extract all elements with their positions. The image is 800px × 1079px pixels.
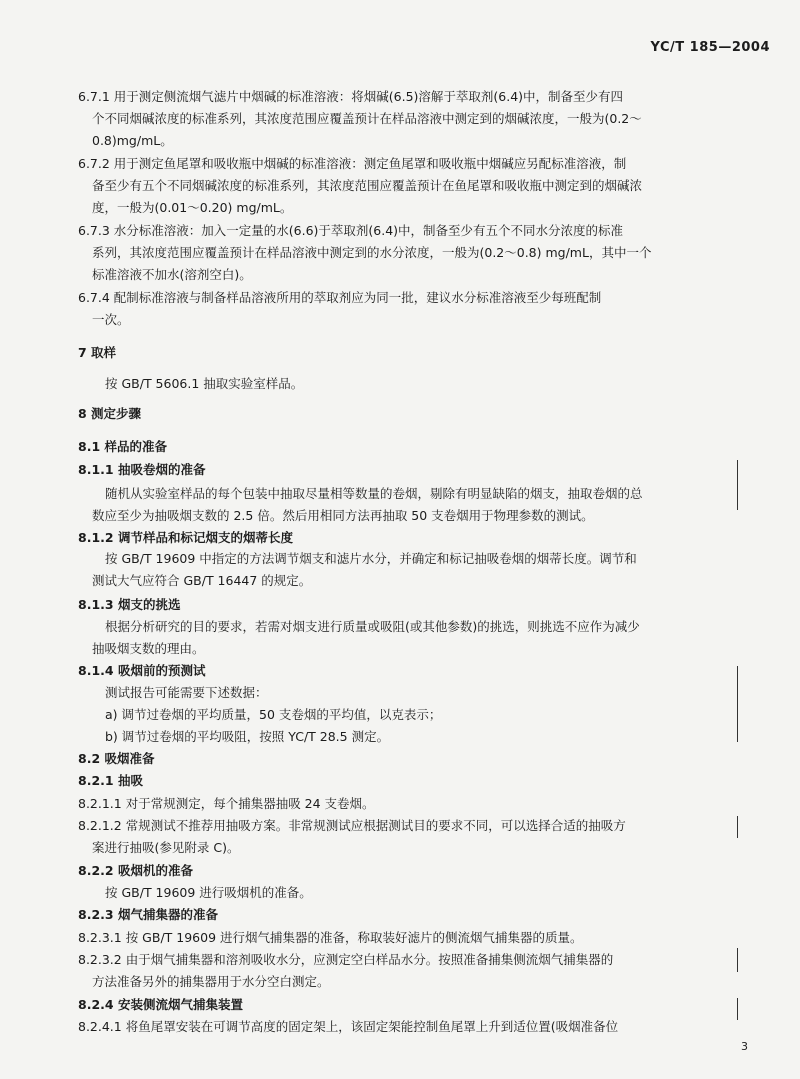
para-6-7-2-line1: 6.7.2 用于测定鱼尾罩和吸收瓶中烟碱的标准溶液：测定鱼尾罩和吸收瓶中烟碱应另配标准溶液，制 bbox=[78, 156, 627, 171]
page-number: 3 bbox=[741, 1040, 748, 1053]
para-8-2-3-2-line1: 8.2.3.2 由于烟气捕集器和溶剂吸收水分，应测定空白样品水分。按照准备捕集侧流烟气捕集器的 bbox=[78, 952, 614, 967]
para-8-1-3-line1: 根据分析研究的目的要求，若需对烟支进行质量或吸阻(或其他参数)的挑选，则挑选不应作为减少 bbox=[105, 619, 640, 634]
para-6-7-2-line3: 度，一般为(0.01～0.20) mg/mL。 bbox=[92, 200, 293, 215]
para-6-7-3-line3: 标准溶液不加水(溶剂空白)。 bbox=[92, 267, 252, 282]
heading-8-1-2: 8.1.2 调节样品和标记烟支的烟蒂长度 bbox=[78, 530, 293, 545]
para-8-1-3-line2: 抽吸烟支数的理由。 bbox=[92, 641, 205, 656]
section-8-heading: 8 测定步骤 bbox=[78, 406, 142, 421]
para-6-7-4-line2: 一次。 bbox=[92, 312, 130, 327]
para-8-1-1-line1: 随机从实验室样品的每个包装中抽取尽量相等数量的卷烟，剔除有明显缺陷的烟支，抽取卷烟的总 bbox=[105, 486, 643, 501]
list-item-b: b) 调节过卷烟的平均吸阻，按照 YC/T 28.5 测定。 bbox=[105, 729, 390, 744]
para-6-7-2-line2: 备至少有五个不同烟碱浓度的标准系列，其浓度范围应覆盖预计在鱼尾罩和吸收瓶中测定到的烟碱浓 bbox=[92, 178, 643, 193]
heading-8-1: 8.1 样品的准备 bbox=[78, 439, 167, 454]
list-item-a: a) 调节过卷烟的平均质量，50 支卷烟的平均值，以克表示； bbox=[105, 707, 442, 722]
change-bar bbox=[737, 460, 738, 510]
heading-8-2-3: 8.2.3 烟气捕集器的准备 bbox=[78, 907, 218, 922]
heading-8-1-1: 8.1.1 抽吸卷烟的准备 bbox=[78, 462, 206, 477]
heading-8-2-1: 8.2.1 抽吸 bbox=[78, 773, 143, 788]
heading-8-1-3: 8.1.3 烟支的挑选 bbox=[78, 597, 181, 612]
para-6-7-4-line1: 6.7.4 配制标准溶液与制备样品溶液所用的萃取剂应为同一批，建议水分标准溶液至少每班配制 bbox=[78, 290, 602, 305]
para-8-2-3-2-line2: 方法准备另外的捕集器用于水分空白测定。 bbox=[92, 974, 330, 989]
change-bar bbox=[737, 666, 738, 742]
standard-header: YC/T 185—2004 bbox=[650, 40, 770, 55]
para-8-2-4-1-line1: 8.2.4.1 将鱼尾罩安装在可调节高度的固定架上，该固定架能控制鱼尾罩上升到适位置(吸烟准备位 bbox=[78, 1019, 619, 1034]
para-8-2-3-1: 8.2.3.1 按 GB/T 19609 进行烟气捕集器的准备，称取装好滤片的侧流烟气捕集器的质量。 bbox=[78, 930, 583, 945]
heading-8-2: 8.2 吸烟准备 bbox=[78, 751, 155, 766]
para-8-1-2-line2: 测试大气应符合 GB/T 16447 的规定。 bbox=[92, 573, 312, 588]
para-6-7-1-line1: 6.7.1 用于测定侧流烟气滤片中烟碱的标准溶液：将烟碱(6.5)溶解于萃取剂(6.4)中，制备至少有四 bbox=[78, 89, 624, 104]
para-6-7-3-line1: 6.7.3 水分标准溶液：加入一定量的水(6.6)于萃取剂(6.4)中，制备至少有五个不同水分浓度的标准 bbox=[78, 223, 624, 238]
change-bar bbox=[737, 998, 738, 1020]
para-6-7-1-line3: 0.8)mg/mL。 bbox=[92, 133, 173, 148]
para-8-1-2-line1: 按 GB/T 19609 中指定的方法调节烟支和滤片水分，并确定和标记抽吸卷烟的烟蒂长度。调节和 bbox=[105, 551, 637, 566]
para-6-7-3-line2: 系列，其浓度范围应覆盖预计在样品溶液中测定到的水分浓度，一般为(0.2～0.8) mg/mL，其中一个 bbox=[92, 245, 652, 260]
heading-8-2-2: 8.2.2 吸烟机的准备 bbox=[78, 863, 193, 878]
para-8-2-1-2-line1: 8.2.1.2 常规测试不推荐用抽吸方案。非常规测试应根据测试目的要求不同，可以选择合适的抽吸方 bbox=[78, 818, 626, 833]
para-8-2-1-1: 8.2.1.1 对于常规测定，每个捕集器抽吸 24 支卷烟。 bbox=[78, 796, 375, 811]
change-bar bbox=[737, 948, 738, 972]
section-7-body: 按 GB/T 5606.1 抽取实验室样品。 bbox=[105, 376, 304, 391]
change-bar bbox=[737, 816, 738, 838]
para-8-2-2: 按 GB/T 19609 进行吸烟机的准备。 bbox=[105, 885, 312, 900]
heading-8-1-4: 8.1.4 吸烟前的预测试 bbox=[78, 663, 206, 678]
heading-8-2-4: 8.2.4 安装侧流烟气捕集装置 bbox=[78, 997, 243, 1012]
para-8-1-1-line2: 数应至少为抽吸烟支数的 2.5 倍。然后用相同方法再抽取 50 支卷烟用于物理参数的测试。 bbox=[92, 508, 594, 523]
para-8-2-1-2-line2: 案进行抽吸(参见附录 C)。 bbox=[92, 840, 240, 855]
para-8-1-4-intro: 测试报告可能需要下述数据： bbox=[105, 685, 268, 700]
para-6-7-1-line2: 个不同烟碱浓度的标准系列，其浓度范围应覆盖预计在样品溶液中测定到的烟碱浓度，一般为(0.2～ bbox=[92, 111, 642, 126]
section-7-heading: 7 取样 bbox=[78, 345, 117, 360]
